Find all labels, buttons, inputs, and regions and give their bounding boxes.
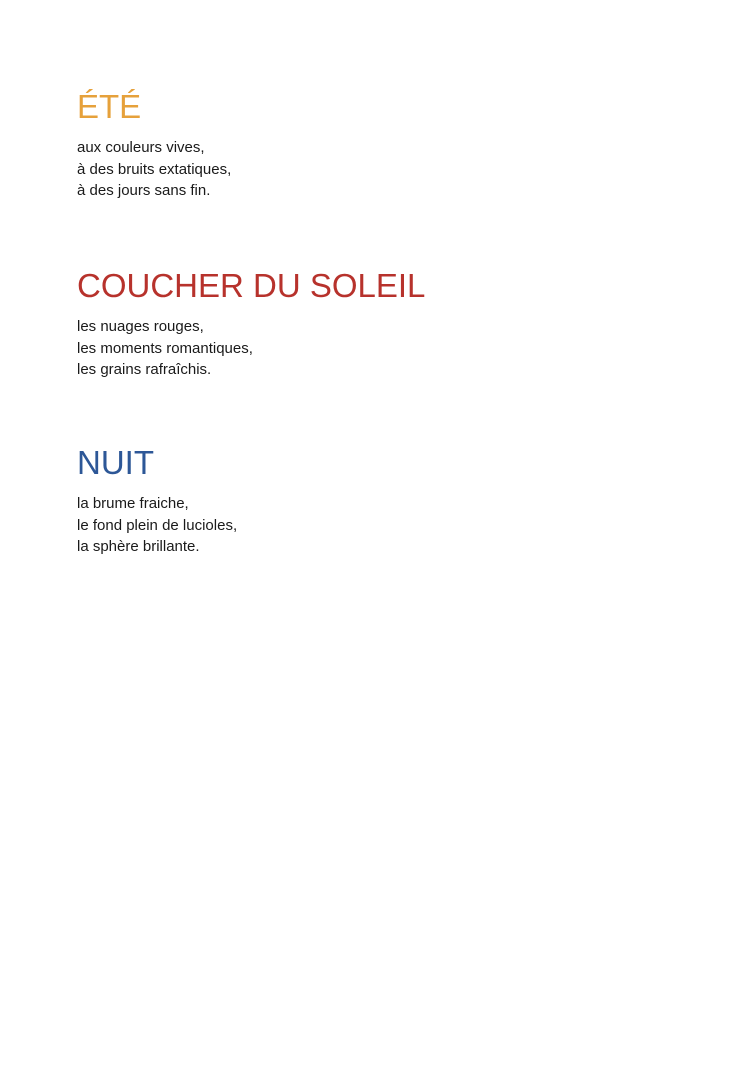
section-nuit	[77, 443, 237, 558]
poem-line: les nuages rouges,	[77, 318, 204, 335]
poem-line: les grains rafraîchis.	[77, 361, 212, 378]
section-body-ete	[77, 137, 231, 202]
poem-line: aux couleurs vives,	[77, 139, 205, 156]
section-ete	[77, 87, 231, 202]
section-title-nuit: NUIT	[77, 444, 154, 481]
poem-line: à des jours sans fin.	[77, 182, 211, 199]
section-coucher-du-soleil	[77, 266, 425, 381]
poem-line: à des bruits extatiques,	[77, 160, 232, 178]
section-title-coucher-du-soleil: COUCHER DU SOLEIL	[77, 267, 426, 304]
section-title-ete: ÉTÉ	[77, 88, 142, 125]
poem-line: le fond plein de lucioles,	[77, 516, 238, 534]
section-body-coucher-du-soleil	[77, 316, 425, 381]
poem-line: la brume fraiche,	[77, 495, 189, 512]
section-body-nuit	[77, 493, 237, 558]
poem-line: la sphère brillante.	[77, 538, 200, 555]
poem-line: les moments romantiques,	[77, 339, 253, 357]
